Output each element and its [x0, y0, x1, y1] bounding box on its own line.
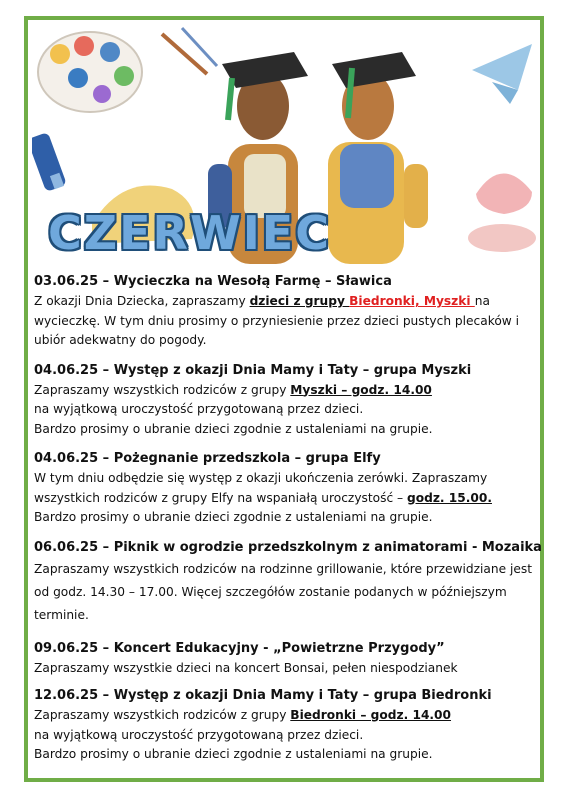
event-title: 03.06.25 – Wycieczka na Wesołą Farmę – Sławica [34, 274, 392, 289]
brush-icon [162, 34, 207, 74]
event-title: 06.06.25 – Piknik w ogrodzie przedszkolnym z animatorami - Mozaika [34, 539, 542, 555]
events-list [34, 272, 542, 765]
page-title: CZERWIEC [48, 206, 331, 260]
event-title: 04.06.25 – Pożegnanie przedszkola – grupa Elfy [34, 451, 381, 466]
child-right-graphic [328, 52, 428, 264]
event-description: Z okazji Dnia Dziecka, zapraszamy dzieci z grupy Biedronki, Myszki na wycieczkę. W tym dniu prosimy o przyniesienie przez dzieci pustych plecaków i ubiór adekwatny do pogody. [34, 294, 520, 347]
event-item [34, 538, 542, 627]
event-title: 09.06.25 – Koncert Edukacyjny - „Powietrzne Przygody” [34, 640, 445, 656]
paper-plane-icon [472, 44, 532, 90]
event-description: Zapraszamy wszystkich rodziców z grupy Myszki – godz. 14.00 na wyjątkową uroczystość przygotowaną przez dzieci. Bardzo prosimy o ubranie dzieci zgodnie z ustaleniami na grupie. [34, 382, 433, 436]
page-frame [24, 16, 544, 782]
event-item [34, 361, 542, 440]
paint-palette-icon [38, 32, 142, 112]
event-item [34, 449, 542, 528]
event-item [34, 686, 542, 765]
event-item [34, 639, 542, 679]
paint-tube-icon [32, 132, 67, 192]
event-description: W tym dniu odbędzie się występ z okazji ukończenia zerówki. Zapraszamy wszystkich rodziców z grupy Elfy na wspaniałą uroczystość – godz. 15.00. Bardzo prosimy o ubranie dzieci zgodnie z ustaleniami na grupie. [34, 471, 492, 524]
event-description: Zapraszamy wszystkich rodziców z grupy Biedronki – godz. 14.00 na wyjątkową uroczystość przygotowaną przez dzieci. Bardzo prosimy o ubranie dzieci zgodnie z ustaleniami na grupie. [34, 708, 452, 761]
party-hat-icon [476, 173, 532, 214]
event-description: Zapraszamy wszystkie dzieci na koncert Bonsai, pełen niespodzianek [34, 660, 458, 675]
event-description: Zapraszamy wszystkich rodziców na rodzinne grillowanie, które przewidziane jest od godz. 14.30 – 17.00. Więcej szczegółów zostanie podanych w późniejszym terminie. [34, 561, 532, 622]
event-title: 12.06.25 – Występ z okazji Dnia Mamy i Taty – grupa Biedronki [34, 688, 492, 703]
event-title: 04.06.25 – Występ z okazji Dnia Mamy i Taty – grupa Myszki [34, 362, 472, 378]
event-item [34, 272, 542, 351]
